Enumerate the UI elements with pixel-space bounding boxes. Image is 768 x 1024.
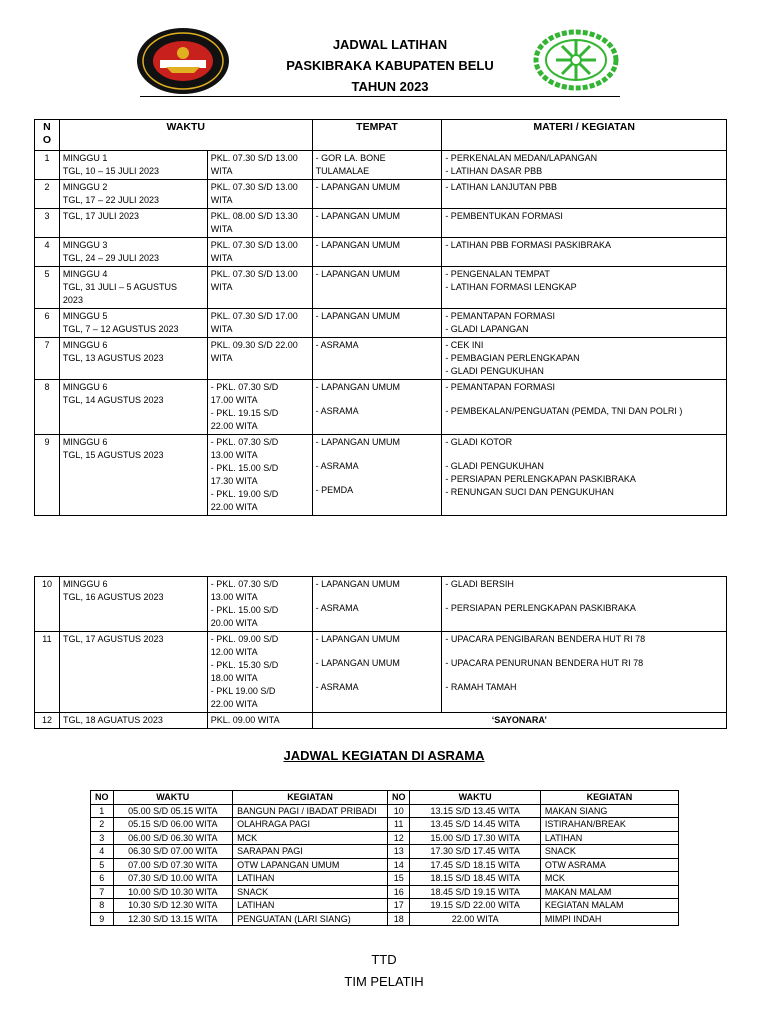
activity-cell <box>442 577 727 632</box>
table-row <box>35 238 727 267</box>
activity-cell-line: - PEMBEKALAN/PENGUATAN (PEMDA, TNI DAN POLRI ) <box>445 406 683 416</box>
time-cell-line: PKL. 07.30 S/D 13.00 <box>210 269 298 279</box>
time-cell-line: 22.00 WITA <box>210 699 258 709</box>
asrama-no-cell: 18 <box>387 912 410 926</box>
activity-cell <box>442 238 727 267</box>
asrama-time-cell: 19.15 S/D 22.00 WITA <box>410 899 540 913</box>
header-tempat: TEMPAT <box>312 120 442 151</box>
place-cell-line: - PEMDA <box>315 485 354 495</box>
time-cell-line: - PKL. 19.15 S/D <box>210 408 279 418</box>
asrama-row <box>91 858 679 872</box>
row-number: 7 <box>35 338 60 380</box>
activity-cell-line: - UPACARA PENGIBARAN BENDERA HUT RI 78 <box>445 634 646 644</box>
place-cell-line: - LAPANGAN UMUM <box>315 211 400 221</box>
place-cell-line: - LAPANGAN UMUM <box>315 269 400 279</box>
activity-cell-line: - PERSIAPAN PERLENGKAPAN PASKIBRAKA <box>445 474 636 484</box>
asrama-activity-cell: OLAHRAGA PAGI <box>233 818 388 832</box>
date-cell <box>59 435 207 516</box>
activity-cell-line: - LATIHAN FORMASI LENGKAP <box>445 282 577 292</box>
paskibraka-logo <box>136 27 231 95</box>
asrama-no-cell: 6 <box>91 872 114 886</box>
time-cell <box>207 713 312 729</box>
time-cell-line: - PKL. 15.30 S/D <box>210 660 279 670</box>
time-cell-line: WITA <box>210 253 233 263</box>
place-cell-line: - LAPANGAN UMUM <box>315 658 400 668</box>
row-number: 12 <box>35 713 60 729</box>
green-emblem-logo <box>530 26 622 94</box>
time-cell-line: WITA <box>210 195 233 205</box>
asrama-time-cell: 17.30 S/D 17.45 WITA <box>410 845 540 859</box>
asrama-row <box>91 831 679 845</box>
asrama-activity-cell: MCK <box>233 831 388 845</box>
activity-cell-line: - PERSIAPAN PERLENGKAPAN PASKIBRAKA <box>445 603 636 613</box>
activity-cell-line: - PEMBAGIAN PERLENGKAPAN <box>445 353 580 363</box>
time-cell-line: - PKL. 07.30 S/D <box>210 437 279 447</box>
title-line-1: JADWAL LATIHAN <box>332 37 448 52</box>
time-cell-line: - PKL. 07.30 S/D <box>210 382 279 392</box>
activity-cell-line: - UPACARA PENURUNAN BENDERA HUT RI 78 <box>445 658 644 668</box>
date-cell-line: 2023 <box>62 295 83 305</box>
row-number: 6 <box>35 309 60 338</box>
row-number: 3 <box>35 209 60 238</box>
asrama-time-cell: 13.15 S/D 13.45 WITA <box>410 804 540 818</box>
activity-cell-line: - LATIHAN DASAR PBB <box>445 166 543 176</box>
training-schedule-table-continued <box>34 576 727 729</box>
date-cell-line: MINGGU 1 <box>62 153 108 163</box>
place-cell-line: - ASRAMA <box>315 461 359 471</box>
asrama-time-cell: 07.00 S/D 07.30 WITA <box>113 858 233 872</box>
asrama-no-cell: 13 <box>387 845 410 859</box>
asrama-activity-cell: SARAPAN PAGI <box>233 845 388 859</box>
date-cell-line: MINGGU 6 <box>62 579 108 589</box>
place-cell-line: - ASRAMA <box>315 682 359 692</box>
place-cell-line: - LAPANGAN UMUM <box>315 634 400 644</box>
date-cell-line: TGL, 31 JULI – 5 AGUSTUS <box>62 282 177 292</box>
table-row <box>35 435 727 516</box>
date-cell-line: TGL, 16 AGUSTUS 2023 <box>62 592 164 602</box>
date-cell-line: MINGGU 4 <box>62 269 108 279</box>
place-cell <box>312 180 442 209</box>
title-line-3: TAHUN 2023 <box>351 79 429 94</box>
place-cell <box>312 632 442 713</box>
row-number: 10 <box>35 577 60 632</box>
asrama-row <box>91 912 679 926</box>
table-header-row <box>35 120 727 151</box>
activity-cell <box>442 309 727 338</box>
asrama-activity-cell: OTW ASRAMA <box>540 858 678 872</box>
table-row <box>35 180 727 209</box>
header-divider <box>140 96 620 97</box>
table-row <box>35 380 727 435</box>
asrama-title: JADWAL KEGIATAN DI ASRAMA <box>283 748 485 763</box>
asrama-activity-cell: MAKAN MALAM <box>540 885 678 899</box>
asrama-time-cell: 06.00 S/D 06.30 WITA <box>113 831 233 845</box>
asrama-time-cell: 05.00 S/D 05.15 WITA <box>113 804 233 818</box>
table-row <box>35 209 727 238</box>
asrama-activity-cell: OTW LAPANGAN UMUM <box>233 858 388 872</box>
date-cell <box>59 338 207 380</box>
table-row <box>35 151 727 180</box>
row-number: 4 <box>35 238 60 267</box>
place-cell <box>312 238 442 267</box>
time-cell <box>207 380 312 435</box>
place-cell-line: - GOR LA. BONE <box>315 153 386 163</box>
place-cell-line: - ASRAMA <box>315 340 359 350</box>
place-cell-line <box>316 394 439 405</box>
activity-cell-line <box>445 591 723 602</box>
place-cell-line: - LAPANGAN UMUM <box>315 240 400 250</box>
time-cell-line: PKL. 09.30 S/D 22.00 <box>210 340 298 350</box>
date-cell-line: MINGGU 6 <box>62 382 108 392</box>
asrama-time-cell: 12.30 S/D 13.15 WITA <box>113 912 233 926</box>
row-number: 2 <box>35 180 60 209</box>
time-cell-line: WITA <box>210 353 233 363</box>
asrama-activity-cell: SNACK <box>233 885 388 899</box>
time-cell-line: 17.00 WITA <box>210 395 258 405</box>
row-number: 8 <box>35 380 60 435</box>
activity-cell-line: - CEK INI <box>445 340 484 350</box>
asrama-row <box>91 818 679 832</box>
row-number: 1 <box>35 151 60 180</box>
asrama-time-cell: 06.30 S/D 07.00 WITA <box>113 845 233 859</box>
activity-cell <box>442 209 727 238</box>
time-cell <box>207 435 312 516</box>
asrama-no-cell: 11 <box>387 818 410 832</box>
time-cell-line: 12.00 WITA <box>210 647 258 657</box>
asrama-no-cell: 1 <box>91 804 114 818</box>
asrama-activity-cell: KEGIATAN MALAM <box>540 899 678 913</box>
asrama-time-cell: 07.30 S/D 10.00 WITA <box>113 872 233 886</box>
date-cell <box>59 577 207 632</box>
asrama-no-cell: 15 <box>387 872 410 886</box>
activity-cell-line: - PERKENALAN MEDAN/LAPANGAN <box>445 153 598 163</box>
row-number: 9 <box>35 435 60 516</box>
activity-cell <box>442 180 727 209</box>
place-cell <box>312 338 442 380</box>
asrama-activity-cell: PENGUATAN (LARI SIANG) <box>233 912 388 926</box>
date-cell-line: TGL, 17 AGUSTUS 2023 <box>62 634 164 644</box>
activity-cell-line: - LATIHAN PBB FORMASI PASKIBRAKA <box>445 240 612 250</box>
place-cell-line <box>316 473 439 484</box>
place-cell-line <box>316 449 439 460</box>
time-cell-line: 13.00 WITA <box>210 592 258 602</box>
date-cell-line: TGL, 15 AGUSTUS 2023 <box>62 450 164 460</box>
table-row <box>35 338 727 380</box>
date-cell-line: TGL, 7 – 12 AGUSTUS 2023 <box>62 324 179 334</box>
time-cell-line: - PKL. 19.00 S/D <box>210 489 279 499</box>
time-cell <box>207 632 312 713</box>
row-number: 5 <box>35 267 60 309</box>
place-cell-line: - LAPANGAN UMUM <box>315 579 400 589</box>
asrama-header-row <box>91 791 679 805</box>
asrama-no-cell: 12 <box>387 831 410 845</box>
date-cell-line: MINGGU 2 <box>62 182 108 192</box>
date-cell <box>59 209 207 238</box>
activity-cell-line: - LATIHAN LANJUTAN PBB <box>445 182 557 192</box>
row-number: 11 <box>35 632 60 713</box>
activity-cell-line: - GLADI LAPANGAN <box>445 324 529 334</box>
activity-cell-line: - PEMANTAPAN FORMASI <box>445 311 555 321</box>
date-cell <box>59 713 207 729</box>
activity-cell-line: - PEMANTAPAN FORMASI <box>445 382 555 392</box>
time-cell-line: PKL. 07.30 S/D 13.00 <box>210 153 298 163</box>
table-row <box>35 267 727 309</box>
date-cell-line: TGL, 10 – 15 JULI 2023 <box>62 166 159 176</box>
activity-cell-line <box>445 394 723 405</box>
date-cell <box>59 238 207 267</box>
header-materi: MATERI / KEGIATAN <box>442 120 727 151</box>
asrama-row <box>91 804 679 818</box>
table-row <box>35 632 727 713</box>
header-kegiatan-2: KEGIATAN <box>540 791 678 805</box>
date-cell <box>59 632 207 713</box>
asrama-time-cell: 18.45 S/D 19.15 WITA <box>410 885 540 899</box>
asrama-time-cell: 10.30 S/D 12.30 WITA <box>113 899 233 913</box>
asrama-time-cell: 22.00 WITA <box>410 912 540 926</box>
place-cell-line: - LAPANGAN UMUM <box>315 382 400 392</box>
header-no-2: NO <box>387 791 410 805</box>
time-cell-line: PKL. 09.00 WITA <box>210 715 280 725</box>
header-waktu-2: WAKTU <box>410 791 540 805</box>
asrama-no-cell: 7 <box>91 885 114 899</box>
activity-cell <box>442 435 727 516</box>
table-row <box>35 577 727 632</box>
asrama-activity-cell: MCK <box>540 872 678 886</box>
training-schedule-table <box>34 119 727 516</box>
asrama-activity-cell: LATIHAN <box>233 872 388 886</box>
header-no: N O <box>35 120 60 151</box>
asrama-no-cell: 5 <box>91 858 114 872</box>
asrama-activity-cell: SNACK <box>540 845 678 859</box>
time-cell-line: WITA <box>210 224 233 234</box>
time-cell-line: - PKL. 15.00 S/D <box>210 605 279 615</box>
activity-cell-line: - RAMAH TAMAH <box>445 682 517 692</box>
time-cell-line: WITA <box>210 324 233 334</box>
date-cell <box>59 267 207 309</box>
sayonara-cell: ‘SAYONARA’ <box>312 713 726 729</box>
time-cell-line: PKL. 08.00 S/D 13.30 <box>210 211 298 221</box>
header-kegiatan: KEGIATAN <box>233 791 388 805</box>
time-cell-line: 13.00 WITA <box>210 450 258 460</box>
asrama-time-cell: 05.15 S/D 06.00 WITA <box>113 818 233 832</box>
asrama-activity-cell: BANGUN PAGI / IBADAT PRIBADI <box>233 804 388 818</box>
time-cell-line: 20.00 WITA <box>210 618 258 628</box>
time-cell-line: WITA <box>210 166 233 176</box>
date-cell <box>59 180 207 209</box>
asrama-time-cell: 18.15 S/D 18.45 WITA <box>410 872 540 886</box>
activity-cell <box>442 338 727 380</box>
activity-cell-line: - PEMBENTUKAN FORMASI <box>445 211 563 221</box>
asrama-row <box>91 845 679 859</box>
asrama-time-cell: 15.00 S/D 17.30 WITA <box>410 831 540 845</box>
activity-cell <box>442 380 727 435</box>
asrama-row <box>91 899 679 913</box>
header-no: NO <box>91 791 114 805</box>
time-cell <box>207 209 312 238</box>
place-cell-line: TULAMALAE <box>315 166 370 176</box>
place-cell-line: - LAPANGAN UMUM <box>315 182 400 192</box>
time-cell <box>207 309 312 338</box>
date-cell-line: MINGGU 6 <box>62 437 108 447</box>
time-cell-line: - PKL. 09.00 S/D <box>210 634 279 644</box>
asrama-activity-cell: MAKAN SIANG <box>540 804 678 818</box>
asrama-time-cell: 10.00 S/D 10.30 WITA <box>113 885 233 899</box>
asrama-time-cell: 13.45 S/D 14.45 WITA <box>410 818 540 832</box>
date-cell-line: TGL, 17 – 22 JULI 2023 <box>62 195 159 205</box>
activity-cell-line <box>445 449 723 460</box>
table-row <box>35 713 727 729</box>
asrama-no-cell: 17 <box>387 899 410 913</box>
activity-cell-line: - GLADI PENGUKUHAN <box>445 366 544 376</box>
time-cell-line: - PKL. 15.00 S/D <box>210 463 279 473</box>
time-cell-line: WITA <box>210 282 233 292</box>
place-cell <box>312 380 442 435</box>
asrama-no-cell: 2 <box>91 818 114 832</box>
asrama-no-cell: 4 <box>91 845 114 859</box>
time-cell <box>207 267 312 309</box>
time-cell-line: PKL. 07.30 S/D 13.00 <box>210 240 298 250</box>
asrama-row <box>91 872 679 886</box>
date-cell-line: MINGGU 3 <box>62 240 108 250</box>
asrama-time-cell: 17.45 S/D 18.15 WITA <box>410 858 540 872</box>
header-waktu: WAKTU <box>113 791 233 805</box>
date-cell-line: TGL, 18 AGUATUS 2023 <box>62 715 163 725</box>
time-cell <box>207 338 312 380</box>
time-cell-line: 18.00 WITA <box>210 673 258 683</box>
place-cell <box>312 209 442 238</box>
time-cell-line: - PKL. 07.30 S/D <box>210 579 279 589</box>
activity-cell-line: - GLADI KOTOR <box>445 437 513 447</box>
time-cell <box>207 180 312 209</box>
time-cell <box>207 238 312 267</box>
place-cell-line: - ASRAMA <box>315 406 359 416</box>
date-cell <box>59 151 207 180</box>
time-cell <box>207 577 312 632</box>
place-cell-line: - LAPANGAN UMUM <box>315 437 400 447</box>
signature-ttd: TTD <box>371 952 397 967</box>
date-cell-line: MINGGU 5 <box>62 311 108 321</box>
activity-cell-line: - GLADI PENGUKUHAN <box>445 461 544 471</box>
place-cell <box>312 267 442 309</box>
asrama-activity-cell: MIMPI INDAH <box>540 912 678 926</box>
asrama-row <box>91 885 679 899</box>
time-cell-line: PKL. 07.30 S/D 13.00 <box>210 182 298 192</box>
date-cell <box>59 309 207 338</box>
asrama-activity-cell: ISTIRAHAN/BREAK <box>540 818 678 832</box>
activity-cell-line: - RENUNGAN SUCI DAN PENGUKUHAN <box>445 487 614 497</box>
place-cell <box>312 577 442 632</box>
activity-cell-line <box>445 646 723 657</box>
activity-cell-line: - GLADI BERSIH <box>445 579 514 589</box>
asrama-no-cell: 14 <box>387 858 410 872</box>
date-cell-line: TGL, 24 – 29 JULI 2023 <box>62 253 159 263</box>
table-row <box>35 309 727 338</box>
asrama-activity-cell: LATIHAN <box>233 899 388 913</box>
place-cell <box>312 309 442 338</box>
date-cell-line: TGL, 13 AGUSTUS 2023 <box>62 353 164 363</box>
date-cell-line: MINGGU 6 <box>62 340 108 350</box>
place-cell <box>312 151 442 180</box>
asrama-no-cell: 10 <box>387 804 410 818</box>
activity-cell-line: - PENGENALAN TEMPAT <box>445 269 550 279</box>
activity-cell <box>442 267 727 309</box>
signature-team: TIM PELATIH <box>344 974 424 989</box>
activity-cell-line <box>445 670 723 681</box>
asrama-no-cell: 8 <box>91 899 114 913</box>
header-waktu: WAKTU <box>59 120 312 151</box>
activity-cell <box>442 632 727 713</box>
date-cell-line: TGL, 17 JULI 2023 <box>62 211 139 221</box>
place-cell-line <box>316 646 439 657</box>
title-line-2: PASKIBRAKA KABUPATEN BELU <box>286 58 494 73</box>
asrama-activity-cell: LATIHAN <box>540 831 678 845</box>
time-cell-line: - PKL 19.00 S/D <box>210 686 276 696</box>
date-cell <box>59 380 207 435</box>
activity-cell <box>442 151 727 180</box>
place-cell-line <box>316 591 439 602</box>
asrama-no-cell: 16 <box>387 885 410 899</box>
asrama-no-cell: 9 <box>91 912 114 926</box>
time-cell-line: 22.00 WITA <box>210 421 258 431</box>
time-cell-line: 17.30 WITA <box>210 476 258 486</box>
place-cell-line <box>316 670 439 681</box>
place-cell <box>312 435 442 516</box>
asrama-schedule-table <box>90 790 679 926</box>
place-cell-line: - LAPANGAN UMUM <box>315 311 400 321</box>
place-cell-line: - ASRAMA <box>315 603 359 613</box>
time-cell <box>207 151 312 180</box>
asrama-no-cell: 3 <box>91 831 114 845</box>
date-cell-line: TGL, 14 AGUSTUS 2023 <box>62 395 164 405</box>
time-cell-line: 22.00 WITA <box>210 502 258 512</box>
time-cell-line: PKL. 07.30 S/D 17.00 <box>210 311 298 321</box>
